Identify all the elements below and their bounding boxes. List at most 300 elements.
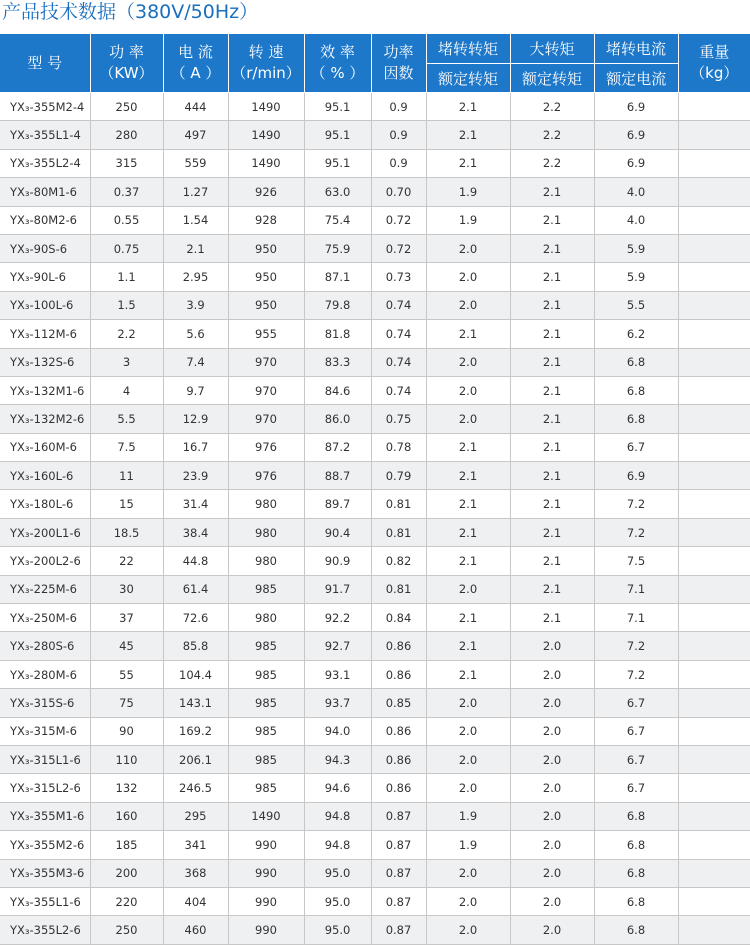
cell-weight	[678, 604, 750, 632]
cell-power: 250	[90, 916, 163, 944]
cell-locked-rotor-torque: 2.1	[426, 433, 510, 461]
cell-model: YX₃-355L2-6	[0, 916, 90, 944]
cell-locked-rotor-current: 5.9	[594, 234, 678, 262]
cell-power: 160	[90, 802, 163, 830]
table-row	[0, 632, 750, 660]
header-weight-unit: （kg）	[690, 64, 739, 82]
cell-current: 104.4	[163, 660, 228, 688]
cell-model: YX₃-315L2-6	[0, 774, 90, 802]
cell-breakdown-torque: 2.1	[510, 263, 594, 291]
cell-power: 55	[90, 660, 163, 688]
cell-weight	[678, 831, 750, 859]
cell-locked-rotor-current: 6.8	[594, 916, 678, 944]
cell-locked-rotor-torque: 2.0	[426, 859, 510, 887]
cell-efficiency: 95.1	[304, 93, 371, 121]
cell-locked-rotor-current: 7.5	[594, 547, 678, 575]
cell-power-factor: 0.87	[371, 887, 426, 915]
cell-weight	[678, 206, 750, 234]
cell-power: 110	[90, 745, 163, 773]
cell-efficiency: 90.9	[304, 547, 371, 575]
cell-current: 404	[163, 887, 228, 915]
header-speed	[228, 34, 304, 93]
cell-weight	[678, 575, 750, 603]
cell-efficiency: 94.0	[304, 717, 371, 745]
cell-locked-rotor-torque: 2.0	[426, 717, 510, 745]
cell-breakdown-torque: 2.1	[510, 234, 594, 262]
cell-model: YX₃-160M-6	[0, 433, 90, 461]
cell-power-factor: 0.74	[371, 320, 426, 348]
cell-efficiency: 83.3	[304, 348, 371, 376]
cell-model: YX₃-180L-6	[0, 490, 90, 518]
cell-breakdown-torque: 2.0	[510, 689, 594, 717]
cell-locked-rotor-current: 7.2	[594, 632, 678, 660]
cell-current: 5.6	[163, 320, 228, 348]
cell-power-factor: 0.87	[371, 831, 426, 859]
cell-model: YX₃-200L1-6	[0, 518, 90, 546]
cell-locked-rotor-torque: 2.1	[426, 547, 510, 575]
table-row	[0, 518, 750, 546]
cell-speed: 990	[228, 916, 304, 944]
cell-current: 460	[163, 916, 228, 944]
cell-locked-rotor-torque: 2.1	[426, 490, 510, 518]
cell-power: 0.75	[90, 234, 163, 262]
cell-locked-rotor-torque: 2.1	[426, 632, 510, 660]
cell-breakdown-torque: 2.1	[510, 376, 594, 404]
cell-weight	[678, 802, 750, 830]
cell-breakdown-torque: 2.0	[510, 802, 594, 830]
cell-model: YX₃-160L-6	[0, 462, 90, 490]
cell-current: 44.8	[163, 547, 228, 575]
cell-locked-rotor-current: 6.8	[594, 802, 678, 830]
cell-power: 315	[90, 149, 163, 177]
cell-weight	[678, 263, 750, 291]
cell-weight	[678, 547, 750, 575]
cell-efficiency: 63.0	[304, 178, 371, 206]
cell-current: 497	[163, 121, 228, 149]
table-row	[0, 689, 750, 717]
cell-speed: 950	[228, 291, 304, 319]
cell-current: 61.4	[163, 575, 228, 603]
cell-power-factor: 0.81	[371, 490, 426, 518]
cell-locked-rotor-torque: 2.1	[426, 320, 510, 348]
table-row	[0, 916, 750, 944]
cell-locked-rotor-current: 4.0	[594, 206, 678, 234]
cell-weight	[678, 320, 750, 348]
header-efficiency-unit: （ % ）	[310, 64, 365, 82]
cell-speed: 976	[228, 433, 304, 461]
cell-locked-rotor-current: 6.7	[594, 774, 678, 802]
cell-locked-rotor-current: 7.1	[594, 575, 678, 603]
cell-efficiency: 81.8	[304, 320, 371, 348]
cell-model: YX₃-200L2-6	[0, 547, 90, 575]
cell-speed: 985	[228, 689, 304, 717]
cell-current: 12.9	[163, 405, 228, 433]
cell-current: 23.9	[163, 462, 228, 490]
cell-model: YX₃-355M2-6	[0, 831, 90, 859]
cell-power-factor: 0.81	[371, 518, 426, 546]
cell-speed: 970	[228, 348, 304, 376]
cell-efficiency: 95.1	[304, 121, 371, 149]
cell-power-factor: 0.74	[371, 348, 426, 376]
cell-breakdown-torque: 2.1	[510, 462, 594, 490]
table-row	[0, 206, 750, 234]
cell-power-factor: 0.82	[371, 547, 426, 575]
cell-breakdown-torque: 2.0	[510, 774, 594, 802]
cell-locked-rotor-current: 6.7	[594, 745, 678, 773]
cell-power-factor: 0.9	[371, 149, 426, 177]
cell-speed: 980	[228, 604, 304, 632]
cell-weight	[678, 717, 750, 745]
cell-locked-rotor-current: 6.8	[594, 859, 678, 887]
cell-power-factor: 0.86	[371, 632, 426, 660]
cell-efficiency: 93.7	[304, 689, 371, 717]
table-row	[0, 320, 750, 348]
cell-current: 1.27	[163, 178, 228, 206]
cell-locked-rotor-torque: 2.1	[426, 121, 510, 149]
cell-locked-rotor-torque: 2.0	[426, 774, 510, 802]
table-row	[0, 376, 750, 404]
cell-power: 22	[90, 547, 163, 575]
cell-power: 3	[90, 348, 163, 376]
table-row	[0, 462, 750, 490]
cell-power: 45	[90, 632, 163, 660]
cell-power: 15	[90, 490, 163, 518]
cell-speed: 950	[228, 263, 304, 291]
cell-efficiency: 95.1	[304, 149, 371, 177]
cell-model: YX₃-355L1-6	[0, 887, 90, 915]
table-row	[0, 604, 750, 632]
header-breakdown-torque-top: 大转矩	[510, 34, 594, 64]
cell-power: 30	[90, 575, 163, 603]
cell-power-factor: 0.74	[371, 291, 426, 319]
cell-speed: 985	[228, 660, 304, 688]
cell-current: 341	[163, 831, 228, 859]
cell-weight	[678, 490, 750, 518]
cell-speed: 976	[228, 462, 304, 490]
cell-weight	[678, 632, 750, 660]
cell-efficiency: 92.2	[304, 604, 371, 632]
header-current-name: 电 流	[178, 43, 213, 61]
cell-locked-rotor-current: 6.7	[594, 433, 678, 461]
header-locked-rotor-current-bottom: 额定电流	[594, 64, 678, 93]
cell-speed: 980	[228, 518, 304, 546]
header-speed-name: 转 速	[248, 43, 284, 61]
cell-current: 9.7	[163, 376, 228, 404]
cell-locked-rotor-current: 6.8	[594, 831, 678, 859]
cell-weight	[678, 178, 750, 206]
cell-efficiency: 95.0	[304, 887, 371, 915]
cell-breakdown-torque: 2.1	[510, 291, 594, 319]
cell-locked-rotor-current: 4.0	[594, 178, 678, 206]
cell-efficiency: 94.8	[304, 802, 371, 830]
cell-breakdown-torque: 2.1	[510, 206, 594, 234]
cell-breakdown-torque: 2.0	[510, 916, 594, 944]
cell-locked-rotor-current: 6.9	[594, 93, 678, 121]
cell-power-factor: 0.86	[371, 717, 426, 745]
table-row	[0, 433, 750, 461]
cell-weight	[678, 433, 750, 461]
cell-efficiency: 79.8	[304, 291, 371, 319]
cell-locked-rotor-torque: 2.0	[426, 916, 510, 944]
cell-efficiency: 75.4	[304, 206, 371, 234]
cell-breakdown-torque: 2.1	[510, 604, 594, 632]
cell-breakdown-torque: 2.1	[510, 518, 594, 546]
cell-power-factor: 0.85	[371, 689, 426, 717]
cell-efficiency: 94.8	[304, 831, 371, 859]
cell-locked-rotor-torque: 2.0	[426, 376, 510, 404]
cell-locked-rotor-current: 6.2	[594, 320, 678, 348]
cell-current: 143.1	[163, 689, 228, 717]
header-power-factor-name: 功率	[383, 43, 414, 61]
cell-weight	[678, 121, 750, 149]
cell-speed: 985	[228, 632, 304, 660]
cell-locked-rotor-current: 5.5	[594, 291, 678, 319]
cell-power: 37	[90, 604, 163, 632]
cell-locked-rotor-torque: 1.9	[426, 802, 510, 830]
cell-power: 0.55	[90, 206, 163, 234]
cell-weight	[678, 291, 750, 319]
cell-model: YX₃-80M2-6	[0, 206, 90, 234]
cell-locked-rotor-current: 7.2	[594, 660, 678, 688]
cell-weight	[678, 660, 750, 688]
cell-power-factor: 0.73	[371, 263, 426, 291]
cell-locked-rotor-torque: 2.0	[426, 689, 510, 717]
cell-weight	[678, 916, 750, 944]
cell-model: YX₃-355M1-6	[0, 802, 90, 830]
cell-power: 0.37	[90, 178, 163, 206]
cell-speed: 928	[228, 206, 304, 234]
cell-efficiency: 95.0	[304, 859, 371, 887]
header-power-unit: （KW）	[99, 64, 154, 82]
cell-speed: 990	[228, 859, 304, 887]
cell-locked-rotor-torque: 2.1	[426, 518, 510, 546]
cell-current: 31.4	[163, 490, 228, 518]
spec-table	[0, 34, 750, 945]
cell-weight	[678, 149, 750, 177]
cell-power: 11	[90, 462, 163, 490]
cell-weight	[678, 774, 750, 802]
cell-power-factor: 0.87	[371, 859, 426, 887]
cell-locked-rotor-torque: 2.0	[426, 291, 510, 319]
cell-breakdown-torque: 2.0	[510, 887, 594, 915]
cell-speed: 1490	[228, 802, 304, 830]
cell-model: YX₃-100L-6	[0, 291, 90, 319]
cell-speed: 990	[228, 831, 304, 859]
cell-power: 250	[90, 93, 163, 121]
cell-current: 72.6	[163, 604, 228, 632]
cell-power-factor: 0.86	[371, 774, 426, 802]
table-row	[0, 745, 750, 773]
cell-efficiency: 95.0	[304, 916, 371, 944]
cell-weight	[678, 234, 750, 262]
cell-model: YX₃-132S-6	[0, 348, 90, 376]
cell-power: 5.5	[90, 405, 163, 433]
cell-power: 200	[90, 859, 163, 887]
cell-power: 185	[90, 831, 163, 859]
cell-locked-rotor-current: 6.8	[594, 376, 678, 404]
cell-speed: 926	[228, 178, 304, 206]
cell-current: 2.1	[163, 234, 228, 262]
cell-power: 4	[90, 376, 163, 404]
table-row	[0, 93, 750, 121]
cell-model: YX₃-355L1-4	[0, 121, 90, 149]
cell-power-factor: 0.86	[371, 745, 426, 773]
cell-breakdown-torque: 2.1	[510, 547, 594, 575]
cell-model: YX₃-280S-6	[0, 632, 90, 660]
cell-model: YX₃-250M-6	[0, 604, 90, 632]
cell-breakdown-torque: 2.1	[510, 575, 594, 603]
table-row	[0, 717, 750, 745]
cell-weight	[678, 93, 750, 121]
cell-model: YX₃-315M-6	[0, 717, 90, 745]
header-efficiency-name: 效 率	[320, 43, 355, 61]
cell-efficiency: 93.1	[304, 660, 371, 688]
cell-speed: 970	[228, 405, 304, 433]
cell-speed: 985	[228, 774, 304, 802]
cell-speed: 1490	[228, 149, 304, 177]
cell-locked-rotor-torque: 2.0	[426, 348, 510, 376]
header-efficiency	[304, 34, 371, 93]
header-power-name: 功 率	[109, 43, 144, 61]
cell-locked-rotor-current: 6.8	[594, 887, 678, 915]
cell-weight	[678, 518, 750, 546]
cell-power-factor: 0.75	[371, 405, 426, 433]
cell-locked-rotor-torque: 1.9	[426, 206, 510, 234]
cell-breakdown-torque: 2.1	[510, 320, 594, 348]
cell-locked-rotor-torque: 2.1	[426, 604, 510, 632]
cell-model: YX₃-355M3-6	[0, 859, 90, 887]
cell-locked-rotor-torque: 2.0	[426, 887, 510, 915]
header-weight	[678, 34, 750, 93]
cell-power: 18.5	[90, 518, 163, 546]
cell-current: 246.5	[163, 774, 228, 802]
cell-locked-rotor-current: 7.1	[594, 604, 678, 632]
header-model-label: 型 号	[27, 53, 63, 72]
cell-current: 85.8	[163, 632, 228, 660]
cell-model: YX₃-112M-6	[0, 320, 90, 348]
cell-breakdown-torque: 2.1	[510, 490, 594, 518]
cell-weight	[678, 689, 750, 717]
table-row	[0, 234, 750, 262]
table-row	[0, 547, 750, 575]
cell-power: 220	[90, 887, 163, 915]
cell-locked-rotor-current: 6.7	[594, 717, 678, 745]
cell-locked-rotor-torque: 2.0	[426, 405, 510, 433]
header-model	[0, 34, 90, 93]
cell-locked-rotor-torque: 2.0	[426, 234, 510, 262]
cell-locked-rotor-torque: 2.1	[426, 149, 510, 177]
cell-power: 75	[90, 689, 163, 717]
cell-breakdown-torque: 2.0	[510, 831, 594, 859]
cell-locked-rotor-current: 5.9	[594, 263, 678, 291]
cell-breakdown-torque: 2.2	[510, 149, 594, 177]
cell-locked-rotor-current: 6.8	[594, 348, 678, 376]
cell-model: YX₃-225M-6	[0, 575, 90, 603]
cell-model: YX₃-80M1-6	[0, 178, 90, 206]
table-body	[0, 93, 750, 945]
cell-power: 1.5	[90, 291, 163, 319]
header-weight-name: 重量	[699, 43, 730, 61]
cell-model: YX₃-355M2-4	[0, 93, 90, 121]
cell-speed: 985	[228, 717, 304, 745]
cell-power-factor: 0.70	[371, 178, 426, 206]
cell-breakdown-torque: 2.2	[510, 121, 594, 149]
cell-breakdown-torque: 2.0	[510, 859, 594, 887]
cell-breakdown-torque: 2.1	[510, 433, 594, 461]
cell-efficiency: 86.0	[304, 405, 371, 433]
header-current-unit: （ A ）	[170, 64, 221, 82]
cell-current: 206.1	[163, 745, 228, 773]
cell-power-factor: 0.72	[371, 206, 426, 234]
cell-efficiency: 84.6	[304, 376, 371, 404]
cell-weight	[678, 376, 750, 404]
cell-power-factor: 0.86	[371, 660, 426, 688]
cell-current: 3.9	[163, 291, 228, 319]
cell-locked-rotor-torque: 2.1	[426, 462, 510, 490]
cell-current: 38.4	[163, 518, 228, 546]
cell-locked-rotor-current: 7.2	[594, 518, 678, 546]
table-row	[0, 263, 750, 291]
cell-power-factor: 0.84	[371, 604, 426, 632]
cell-efficiency: 87.1	[304, 263, 371, 291]
cell-weight	[678, 887, 750, 915]
cell-model: YX₃-132M2-6	[0, 405, 90, 433]
table-header	[0, 34, 750, 93]
cell-power-factor: 0.9	[371, 93, 426, 121]
cell-efficiency: 92.7	[304, 632, 371, 660]
cell-model: YX₃-355L2-4	[0, 149, 90, 177]
table-row	[0, 348, 750, 376]
cell-power: 90	[90, 717, 163, 745]
cell-weight	[678, 745, 750, 773]
cell-breakdown-torque: 2.1	[510, 405, 594, 433]
cell-locked-rotor-torque: 2.0	[426, 575, 510, 603]
cell-speed: 990	[228, 887, 304, 915]
cell-current: 169.2	[163, 717, 228, 745]
cell-locked-rotor-current: 6.9	[594, 149, 678, 177]
cell-current: 2.95	[163, 263, 228, 291]
cell-breakdown-torque: 2.0	[510, 745, 594, 773]
page-title: 产品技术数据（380V/50Hz）	[2, 1, 259, 23]
cell-locked-rotor-torque: 1.9	[426, 831, 510, 859]
cell-efficiency: 88.7	[304, 462, 371, 490]
header-power-factor	[371, 34, 426, 93]
cell-speed: 1490	[228, 93, 304, 121]
table-row	[0, 291, 750, 319]
cell-speed: 980	[228, 547, 304, 575]
cell-current: 16.7	[163, 433, 228, 461]
cell-power-factor: 0.79	[371, 462, 426, 490]
cell-weight	[678, 462, 750, 490]
cell-power-factor: 0.81	[371, 575, 426, 603]
cell-locked-rotor-torque: 2.0	[426, 263, 510, 291]
cell-efficiency: 75.9	[304, 234, 371, 262]
cell-model: YX₃-315L1-6	[0, 745, 90, 773]
table-row	[0, 178, 750, 206]
cell-efficiency: 90.4	[304, 518, 371, 546]
table-row	[0, 887, 750, 915]
cell-power-factor: 0.74	[371, 376, 426, 404]
cell-speed: 955	[228, 320, 304, 348]
cell-weight	[678, 859, 750, 887]
header-breakdown-torque-bottom: 额定转矩	[510, 64, 594, 93]
cell-breakdown-torque: 2.0	[510, 632, 594, 660]
cell-model: YX₃-315S-6	[0, 689, 90, 717]
cell-current: 368	[163, 859, 228, 887]
cell-efficiency: 87.2	[304, 433, 371, 461]
table-row	[0, 149, 750, 177]
cell-model: YX₃-90L-6	[0, 263, 90, 291]
